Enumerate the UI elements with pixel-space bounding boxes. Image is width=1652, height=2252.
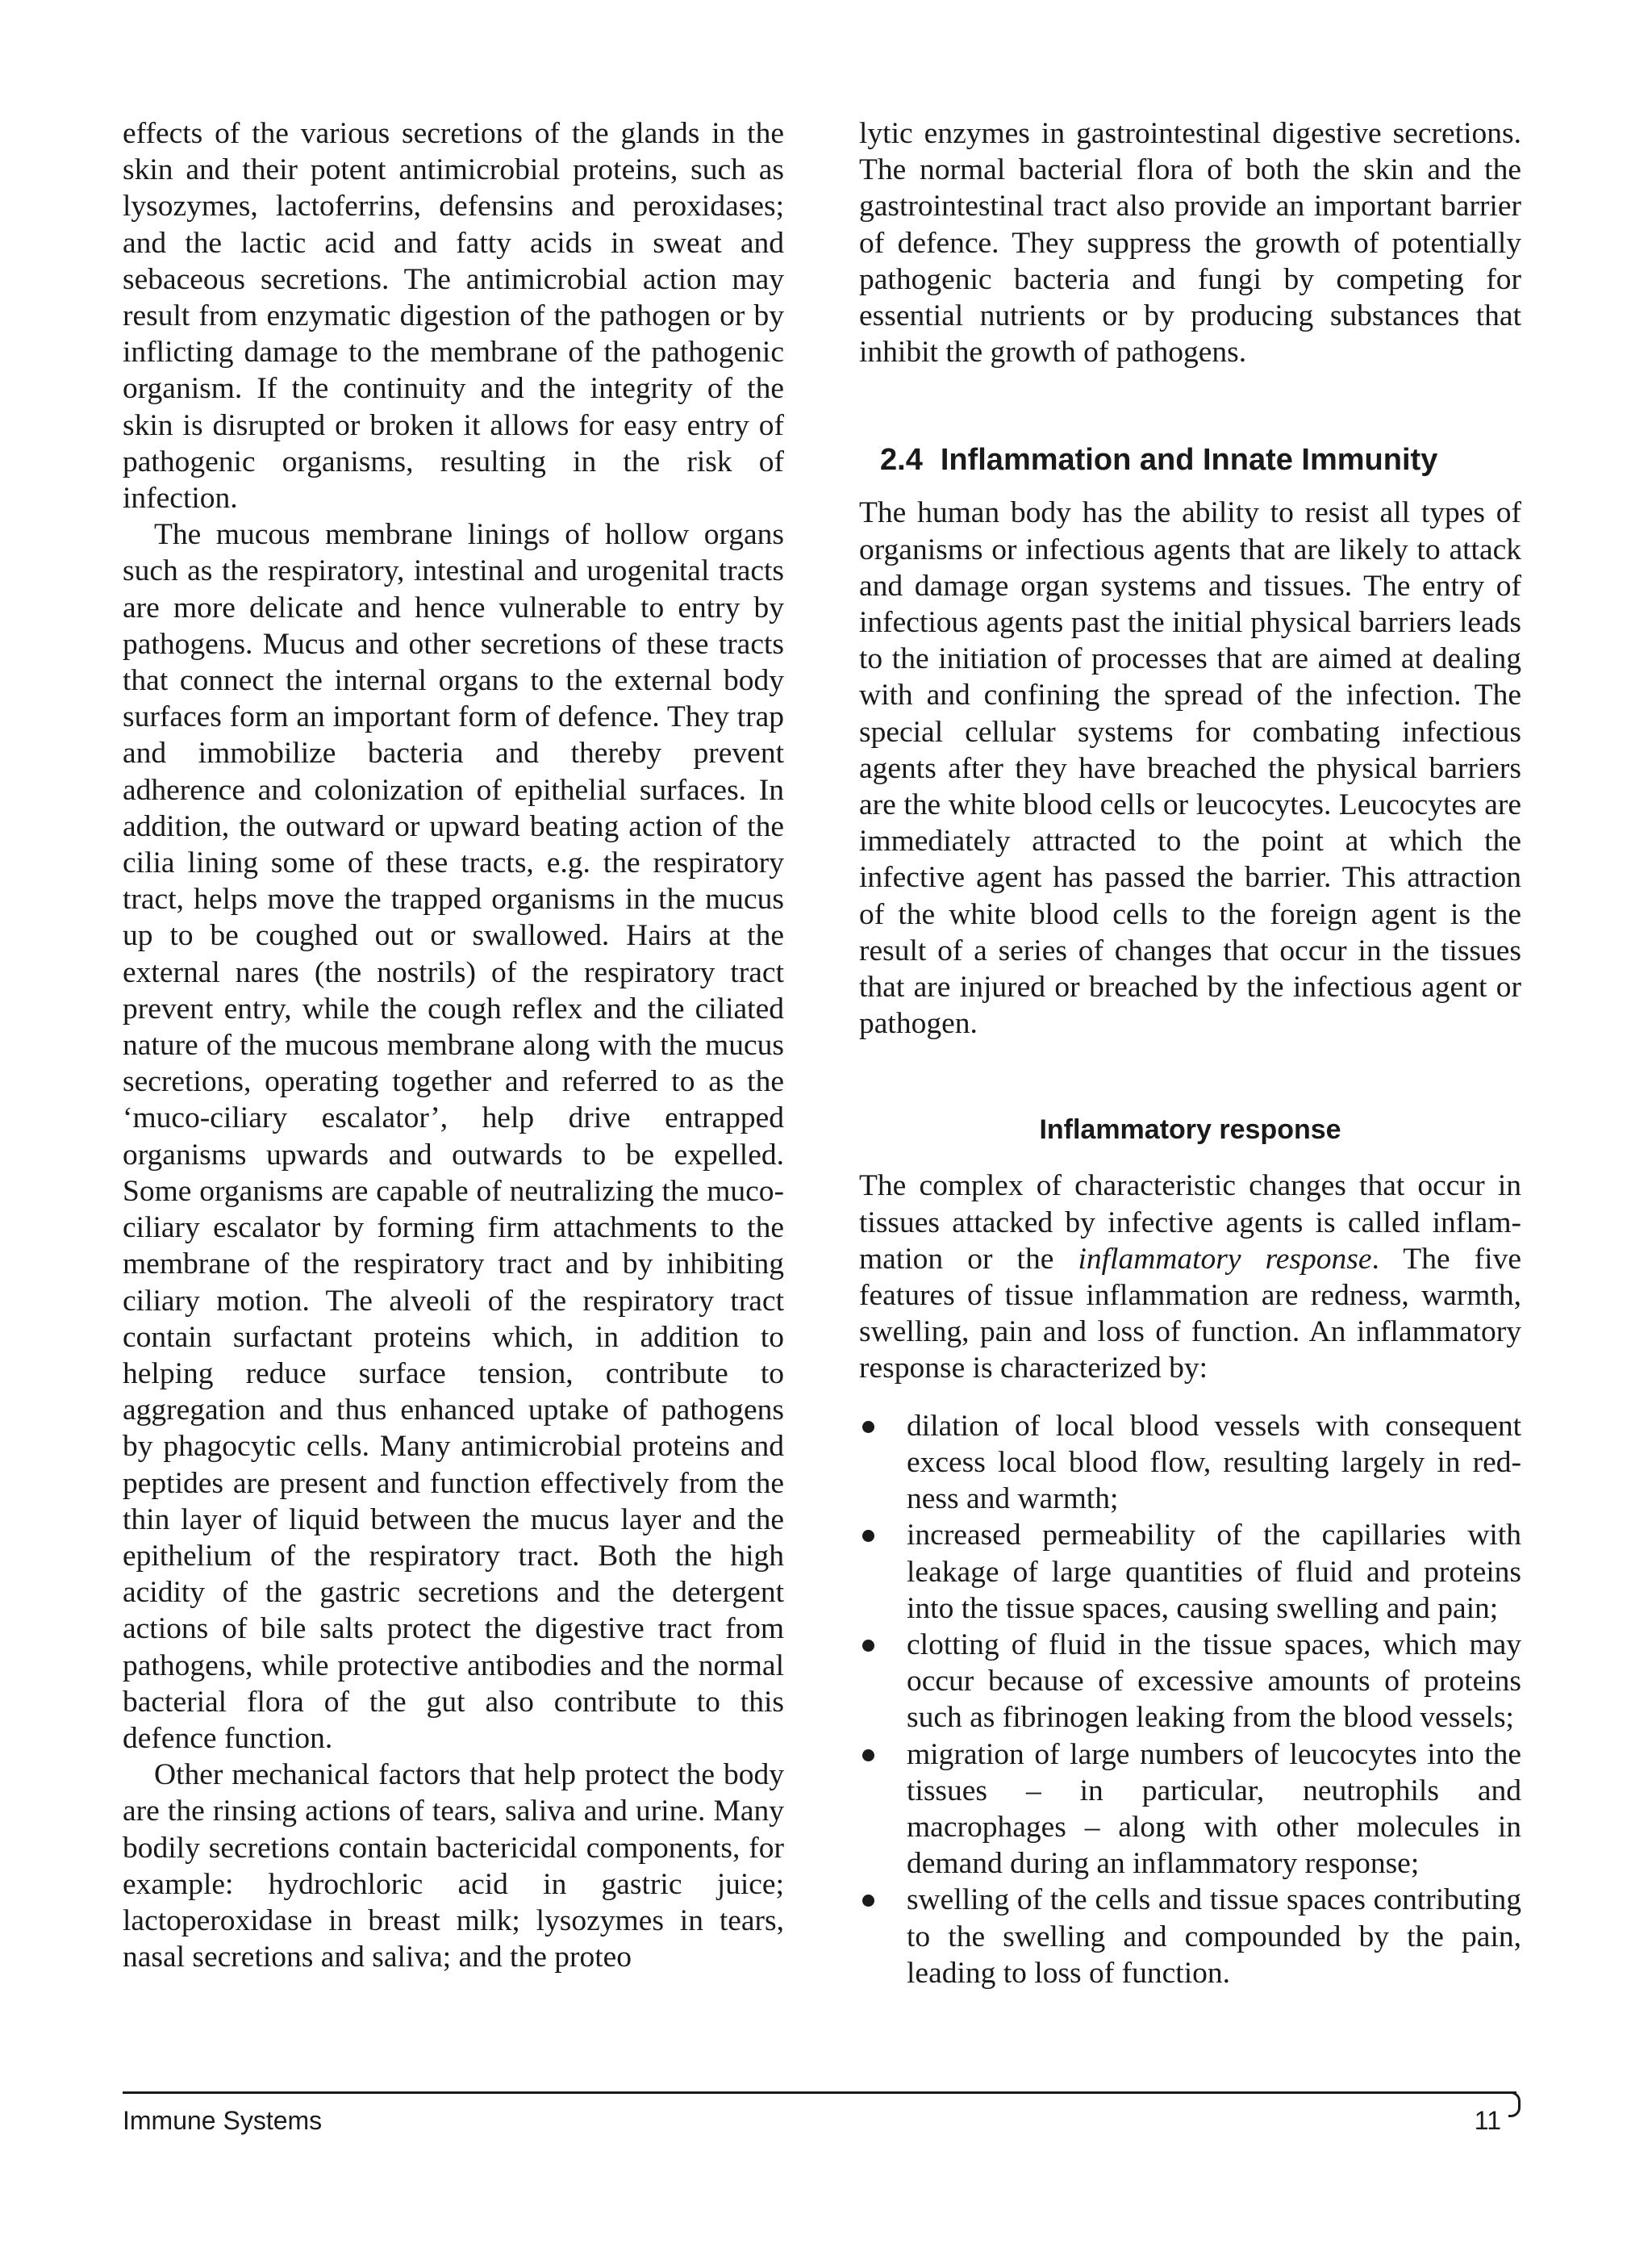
page-number: 11 [1474, 2106, 1501, 2135]
list-item: increased permeability of the capillaries with leakage of large quantities of fluid and proteins into the tissue spaces, causing swelling and pain; [859, 1517, 1521, 1627]
running-footer-title: Immune Systems [123, 2106, 323, 2135]
paragraph: effects of the various secretions of the glands in the skin and their potent antimicrobial proteins, such as lysozymes, lactoferrins, defensins and peroxidases; and the lactic acid and fatty acids in sweat and sebaceous secretions. The antimicrobial action may result from enzymatic digestion of the pathogen or by inflicting damage to the membrane of the pathogenic organism. If the continuity and the integrity of the skin is disrupted or broken it allows for easy entry of pathogenic organisms, resulting in the risk of infection. [123, 117, 784, 516]
bullet-list [859, 1408, 1521, 1991]
list-item: migration of large numbers of leucocytes into the tissues – in particular, neutrophils and macrophages – along with other molecules in demand during an inflammatory response; [859, 1736, 1521, 1882]
subsection-heading: Inflammatory response [1039, 1114, 1341, 1146]
paragraph: lytic enzymes in gastrointestinal digestive secretions. The normal bacterial flora of both the skin and the gastrointestinal tract also provide an important barrier of defence. They suppress the growth of potentially pathogenic bacteria and fungi by competing for essential nutrients or by producing substances that inhibit the growth of pathogens. [859, 117, 1521, 370]
bullet-dot-icon [862, 1530, 874, 1542]
paragraph: The complex of characteristic changes that occur in tissues attacked by infective agents is called inflammation or the inflammatory response. The five features of tissue inflammation are redness, warmth, swelling, pain and loss of function. An inflammatory response is characterized by: [859, 1169, 1521, 1385]
footer-rule-hook [1508, 2091, 1521, 2117]
list-item: dilation of local blood vessels with consequent excess local blood flow, resulting largely in redness and warmth; [859, 1408, 1521, 1518]
bullet-dot-icon [862, 1640, 874, 1652]
left-column [123, 115, 784, 1975]
bullet-dot-icon [862, 1749, 874, 1761]
section-title: Inflammation and Innate Immunity [940, 443, 1438, 478]
paragraph: The human body has the ability to resist all types of organisms or infectious agents that are likely to attack and damage organ systems and tissues. The entry of infectious agents past the initial physical barriers leads to the initiation of processes that are aimed at dealing with and confining the spread of the infection. The special cellular systems for combating infectious agents after they have breached the physical barriers are the white blood cells or leucocytes. Leucocytes are immediately attracted to the point at which the infective agent has passed the barrier. This attraction of the white blood cells to the foreign agent is the result of a series of changes that occur in the tissues that are injured or breached by the infectious agent or pathogen. [859, 496, 1521, 1041]
bullet-dot-icon [862, 1421, 874, 1433]
list-item: clotting of fluid in the tissue spaces, which may occur because of excessive amounts of proteins such as fibrinogen leaking from the blood vessels; [859, 1627, 1521, 1736]
bullet-dot-icon [862, 1895, 874, 1907]
right-column [859, 115, 1521, 1991]
paragraph: Other mechanical factors that help protect the body are the rinsing actions of tears, saliva and urine. Many bodily secretions contain bactericidal components, for example: hydrochloric acid in gastric juice; lactoperoxidase in breast milk; lysozymes in tears, nasal secretions and saliva; and the proteo [123, 1758, 784, 1974]
list-item: swelling of the cells and tissue spaces contributing to the swelling and compounded by the pain, leading to loss of function. [859, 1882, 1521, 1991]
paragraph: The mucous membrane linings of hollow organs such as the respiratory, intestinal and urogenital tracts are more delicate and hence vulnerable to entry by pathogens. Mucus and other secretions of these tracts that connect the internal organs to the external body surfaces form an important form of defence. They trap and immobilize bacteria and thereby prevent adherence and colonization of epithelial surfaces. In addition, the outward or upward beating action of the cilia lining some of these tracts, e.g. the respiratory tract, helps move the trapped organisms in the mucus up to be coughed out or swallowed. Hairs at the external nares (the nostrils) of the respiratory tract prevent entry, while the cough reflex and the ciliated nature of the mucous membrane along with the mucus secretions, operating together and referred to as the ‘muco-ciliary escalator’, help drive entrapped organisms upwards and outwards to be expelled. Some organisms are capable of neutralizing the muco-ciliary escalator by forming firm attachments to the membrane of the respiratory tract and by inhibiting ciliary motion. The alveoli of the respiratory tract contain surfactant proteins which, in addition to helping reduce surface tension, contribute to aggregation and thus enhanced uptake of pathogens by phagocytic cells. Many antimicrobial proteins and peptides are present and function effectively from the thin layer of liquid between the mucus layer and the epithelium of the respiratory tract. Both the high acidity of the gastric secretions and the detergent actions of bile salts protect the digestive tract from pathogens, while protective antibodies and the normal bacterial flora of the gut also contribute to this defence function. [123, 518, 784, 1755]
footer-rule [123, 2091, 1516, 2094]
emphasis-term: inflammatory response [1078, 1242, 1372, 1276]
section-heading [880, 441, 1521, 478]
section-number: 2.4 [880, 443, 923, 478]
